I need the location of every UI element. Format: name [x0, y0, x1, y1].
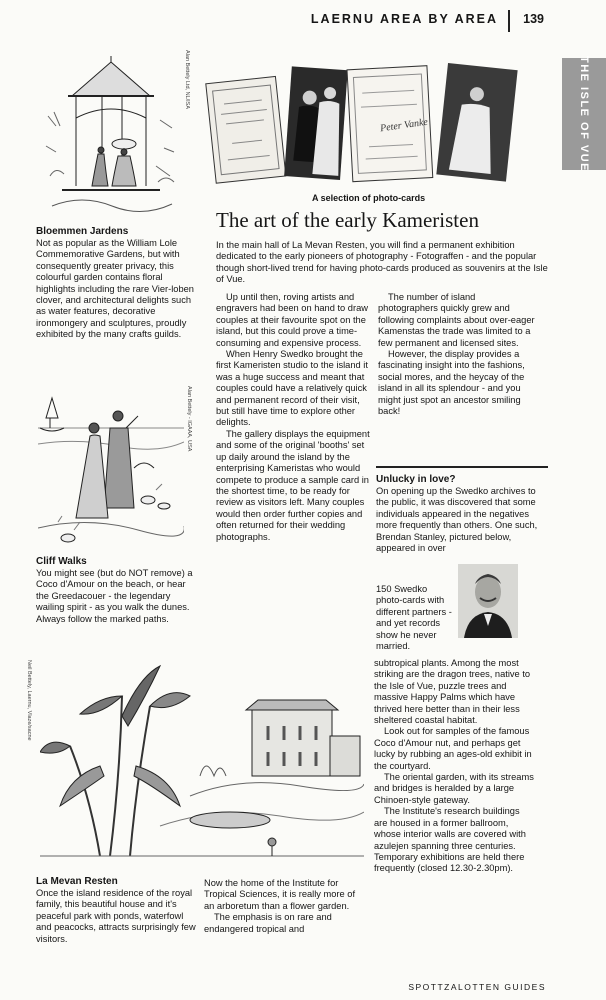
- card-signature: Peter Vanke: [379, 116, 429, 135]
- unlucky-body1: On opening up the Swedko archives to the public, it was discovered that some individuals appeared in the negatives more frequently than others. One such, Brendan Stanley, pictured below, appeared in over: [376, 486, 538, 554]
- mansion-credit: Neil Bettely, Laernu, Vlaze/sacne: [26, 660, 32, 741]
- mevan-col2: [204, 878, 366, 935]
- couple-credit: Alan Bettely - IGAAA, USA: [186, 386, 192, 452]
- mevan-heading: La Mevan Resten: [36, 876, 118, 887]
- mevan-body: Once the island residence of the royal family, this beautiful house and it's peaceful park with ponds, waterfowl and peacocks, attracts surprisingly few visitors.: [36, 888, 196, 944]
- side-tab: [562, 55, 606, 173]
- photo-caption: A selection of photo-cards: [312, 193, 426, 203]
- mevan-col3-p3: The oriental garden, with its streams and bridges is heralded by a large Chinoen-style gateway.: [374, 772, 534, 805]
- mevan-col2-p2: The emphasis is on rare and endangered tropical and: [204, 912, 332, 934]
- bloemmen-body: Not as popular as the William Lole Commemorative Gardens, but with consequently greater privacy, this colourful garden contains floral highlights including the rare Vier-loben clover, and architectural delights such as water features, decorative ironmongery and sculptures, proudly exhibited by the many crafts guilds.: [36, 238, 194, 340]
- cliff-body: You might see (but do NOT remove) a Coco d'Amour on the beach, or hear the Greedacouer - the legendary wailing spirit - as you walk the dunes. Always follow the marked paths.: [36, 568, 193, 624]
- article-intro: In the main hall of La Mevan Resten, you will find a permanent exhibition dedicated to the early pioneers of photography - Fotograffen - and the popular though short-lived trend for having photo-cards produced as souvenirs at the Isle of Vue.: [216, 240, 548, 285]
- mevan-section: [36, 876, 196, 945]
- cliff-heading: Cliff Walks: [36, 556, 87, 567]
- article-p5: However, the display provides a fascinating insight into the fashions, social mores, and the heycay of the island in all its splendour - and you might just spot an ancestor smiling back!: [378, 349, 525, 417]
- gazebo-illustration: [42, 56, 180, 222]
- sidebar-rule: [376, 466, 548, 468]
- unlucky-body2: 150 Swedko photo-cards with different partners - and yet records show he never married.: [376, 584, 452, 652]
- cliff-section: [36, 556, 196, 625]
- mevan-col3-p2: Look out for samples of the famous Coco d'Amour nut, and perhaps get lucky by rubbing an ages-old exhibit in the courtyard.: [374, 726, 532, 771]
- mevan-col3: [374, 658, 534, 875]
- unlucky-heading: Unlucky in love?: [376, 474, 456, 485]
- bloemmen-section: [36, 226, 196, 341]
- side-tab-label: THE ISLE OF VUE: [578, 55, 590, 173]
- article-col1: [216, 292, 374, 543]
- running-header: [0, 10, 606, 36]
- bloemmen-heading: Bloemmen Jardens: [36, 226, 129, 237]
- article-title: The art of the early Kameristen: [216, 208, 479, 232]
- section-title: LAERNU AREA BY AREA: [310, 12, 498, 26]
- page-number: 139: [523, 12, 544, 26]
- mansion-illustration: [40, 656, 364, 866]
- article-p2: When Henry Swedko brought the first Kameristen studio to the island it was a huge success and meant that couples could have a relatively quick and permanent record of their visit, but still have time to explore other delights.: [216, 349, 368, 428]
- article-col2: [378, 292, 536, 417]
- article-p4: The number of island photographers quickly grew and following complaints about over-eager Kamenstas the trade was limited to a few permanent and licensed sites.: [378, 292, 535, 348]
- publisher-footer: SPOTTZALOTTEN GUIDES: [408, 982, 546, 992]
- article-p1: Up until then, roving artists and engravers had been on hand to draw couples at their favourite spot on the island, but this could prove a time-consuming and expensive process.: [216, 292, 368, 348]
- gazebo-credit: Alan Bettely Ltd, NL/ISA: [184, 50, 190, 110]
- article-p3: The gallery displays the equipment and some of the original 'booths' set up daily around the island by the enterprising Kameristas who would compete to produce a sample card in the shortest time, to be ready for review as visitors left. Many couples would then order further copies and often returned for their wedding photographs.: [216, 428, 370, 542]
- mevan-col2-p1: Now the home of the Institute for Tropical Sciences, it is really more of an arboretum than a flower garden.: [204, 878, 356, 911]
- mevan-col3-p1: subtropical plants. Among the most striking are the dragon trees, native to the Isle of Vue, puzzle trees and massive Happy Palms which have thrived here better than in their less sheltered coastal habitat.: [374, 658, 531, 726]
- photo-cards-collage: [204, 62, 522, 190]
- header-divider: [508, 10, 510, 32]
- couple-illustration: [38, 388, 184, 552]
- brendan-portrait: [458, 564, 518, 638]
- mevan-col3-p4: The Institute's research buildings are housed in a former ballroom, whose interior walls are covered with azulejen spanning three centuries. Temporary exhibitions are held there frequently (closed 12.30-2.30pm).: [374, 806, 526, 874]
- unlucky-section: [376, 474, 546, 554]
